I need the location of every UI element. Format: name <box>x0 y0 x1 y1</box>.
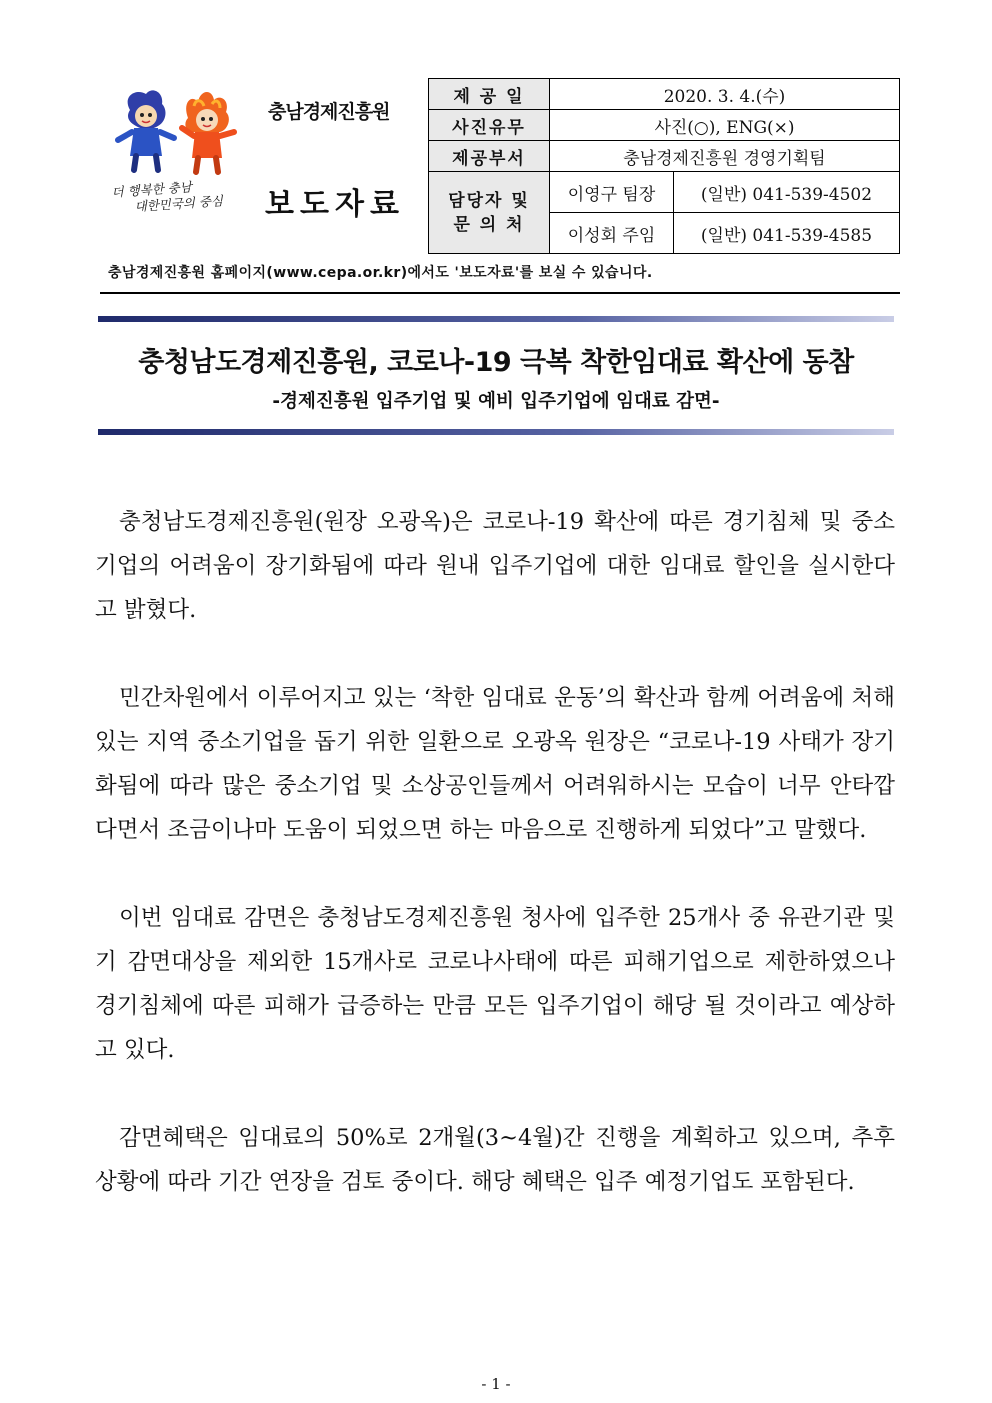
homepage-notice: 충남경제진흥원 홈페이지(www.cepa.or.kr)에서도 '보도자료'를 보실 수 있습니다. <box>100 262 900 294</box>
department-value: 충남경제진흥원 경영기획팀 <box>550 141 900 172</box>
paragraph: 민간차원에서 이루어지고 있는 ‘착한 임대료 운동’의 확산과 함께 어려움에 처해있는 지역 중소기업을 돕기 위한 일환으로 오광옥 원장은 “코로나-19 사태가 장기화됨에 따라 많은 중소기업 및 소상공인들께서 어려워하시는 모습이 너무 안타깝다면서 조금이나마 도움이 되었으면 하는 마음으로 진행하게 되었다”고 말했다. <box>95 685 895 843</box>
page-number: - 1 - <box>481 1375 511 1393</box>
contact-label <box>429 172 550 254</box>
mascot-illustration <box>112 88 247 183</box>
paragraph: 충청남도경제진흥원(원장 오광옥)은 코로나-19 확산에 따른 경기침체 및 중소기업의 어려움이 장기화됨에 따라 원내 입주기업에 대한 임대료 할인을 실시한다고 밝혔다. <box>95 509 895 623</box>
contact-name: 이성회 주임 <box>550 213 674 254</box>
organization-name: 충남경제진흥원 <box>268 101 390 123</box>
logo-motto-line2: 대한민국의 중심 <box>134 193 224 215</box>
article-body <box>95 500 895 1248</box>
contact-phone: (일반) 041-539-4502 <box>674 172 900 213</box>
photo-value: 사진(○), ENG(×) <box>550 110 900 141</box>
headline: 충청남도경제진흥원, 코로나-19 극복 착한임대료 확산에 동참 <box>138 347 854 378</box>
paragraph: 감면혜택은 임대료의 50%로 2개월(3~4월)간 진행을 계획하고 있으며, 추후 상황에 따라 기간 연장을 검토 중이다. 해당 혜택은 입주 예정기업도 포함된다. <box>95 1125 895 1195</box>
contact-label-line1: 담당자 및 <box>448 190 530 211</box>
logo <box>112 88 247 238</box>
date-value: 2020. 3. 4.(수) <box>550 79 900 110</box>
title-top-bar <box>98 316 894 322</box>
subheadline: -경제진흥원 입주기업 및 예비 입주기업에 임대료 감면- <box>272 391 720 412</box>
contact-name: 이영구 팀장 <box>550 172 674 213</box>
logo-motto-line1: 더 행복한 충남 <box>111 179 193 200</box>
date-label: 제 공 일 <box>429 79 550 110</box>
paragraph: 이번 임대료 감면은 충청남도경제진흥원 청사에 입주한 25개사 중 유관기관 및 기 감면대상을 제외한 15개사로 코로나사태에 따른 피해기업으로 제한하였으나 경기침체에 따른 피해가 급증하는 만큼 모든 입주기업이 해당 될 것이라고 예상하고 있다. <box>95 905 895 1063</box>
document-type-title: 보도자료 <box>265 187 405 222</box>
contact-label-line2: 문 의 처 <box>453 214 525 235</box>
contact-phone: (일반) 041-539-4585 <box>674 213 900 254</box>
title-bottom-bar <box>98 429 894 435</box>
photo-label: 사진유무 <box>429 110 550 141</box>
press-info-table <box>428 78 900 254</box>
department-label: 제공부서 <box>429 141 550 172</box>
